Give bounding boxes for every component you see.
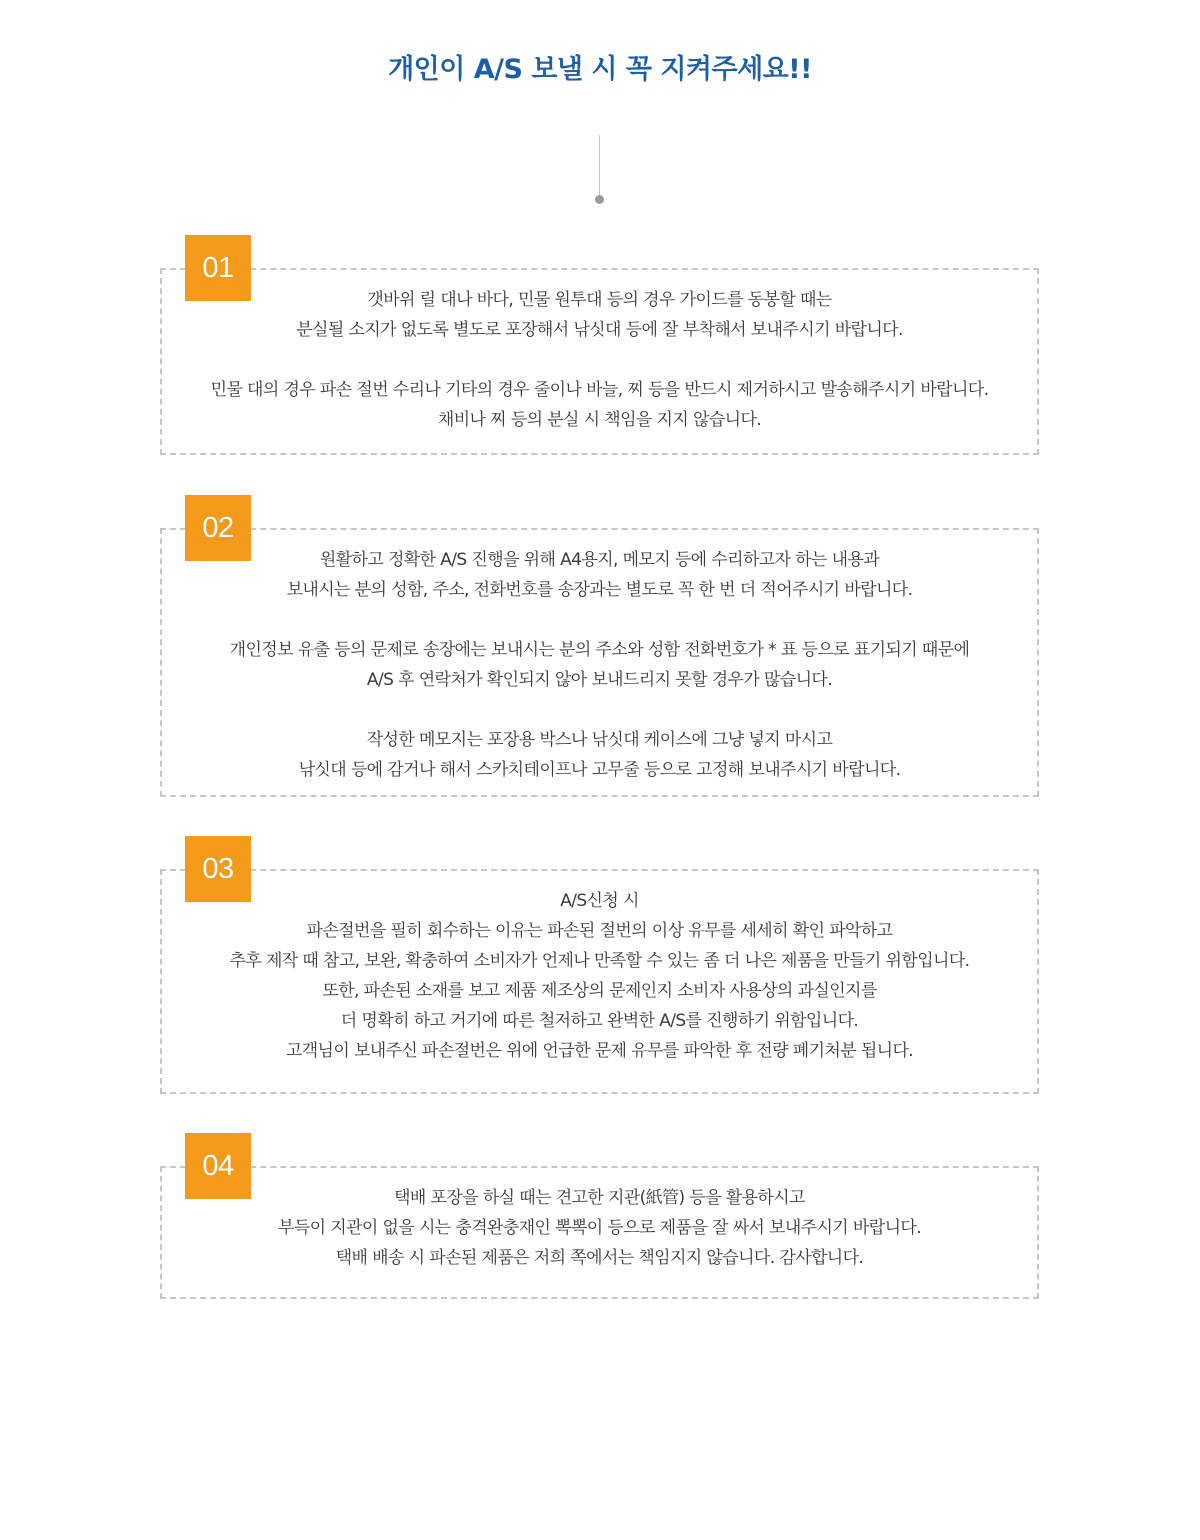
step-text-02 bbox=[160, 545, 1039, 785]
text-line: 부득이 지관이 없을 시는 충격완충재인 뽁뽁이 등으로 제품을 잘 싸서 보내주시기 바랍니다. bbox=[277, 1218, 922, 1238]
text-line: 민물 대의 경우 파손 절번 수리나 기타의 경우 줄이나 바늘, 찌 등을 반드시 제거하시고 발송해주시기 바랍니다. bbox=[210, 380, 989, 400]
text-line: 작성한 메모지는 포장용 박스나 낚싯대 케이스에 그냥 넣지 마시고 bbox=[366, 730, 833, 750]
text-line: 분실될 소지가 없도록 별도로 포장해서 낚싯대 등에 잘 부착해서 보내주시기 바랍니다. bbox=[296, 320, 903, 340]
connector-line bbox=[599, 135, 600, 197]
text-line: 또한, 파손된 소재를 보고 제품 제조상의 문제인지 소비자 사용상의 과실인지를 bbox=[322, 981, 877, 1001]
step-text-01 bbox=[160, 285, 1039, 435]
text-line: 택배 포장을 하실 때는 견고한 지관(紙管) 등을 활용하시고 bbox=[394, 1188, 805, 1208]
text-line: 택배 배송 시 파손된 제품은 저희 쪽에서는 책임지지 않습니다. 감사합니다. bbox=[335, 1248, 864, 1268]
connector-dot bbox=[595, 195, 604, 204]
text-line: 보내시는 분의 성함, 주소, 전화번호를 송장과는 별도로 꼭 한 번 더 적어주시기 바랍니다. bbox=[286, 580, 913, 600]
text-line: 추후 제작 때 참고, 보완, 확충하여 소비자가 언제나 만족할 수 있는 좀 더 나은 제품을 만들기 위함입니다. bbox=[229, 951, 970, 971]
step-text-04 bbox=[160, 1183, 1039, 1273]
step-number-badge: 02 bbox=[185, 495, 251, 561]
text-line: A/S신청 시 bbox=[560, 891, 639, 911]
text-line: 고객님이 보내주신 파손절번은 위에 언급한 문제 유무를 파악한 후 전량 폐기처분 됩니다. bbox=[285, 1041, 914, 1061]
step-number-badge: 01 bbox=[185, 235, 251, 301]
text-line: 더 명확히 하고 거기에 따른 철저하고 완벽한 A/S를 진행하기 위함입니다. bbox=[340, 1011, 859, 1031]
text-line: 파손절번을 필히 회수하는 이유는 파손된 절번의 이상 유무를 세세히 확인 파악하고 bbox=[306, 921, 893, 941]
text-line: 낚싯대 등에 감거나 해서 스카치테이프나 고무줄 등으로 고정해 보내주시기 바랍니다. bbox=[298, 760, 901, 780]
step-number-badge: 04 bbox=[185, 1133, 251, 1199]
page-title: 개인이 A/S 보낼 시 꼭 지켜주세요!! bbox=[388, 54, 812, 85]
text-line: A/S 후 연락처가 확인되지 않아 보내드리지 못할 경우가 많습니다. bbox=[366, 670, 833, 690]
step-number-badge: 03 bbox=[185, 836, 251, 902]
text-line: 채비나 찌 등의 분실 시 책임을 지지 않습니다. bbox=[437, 410, 762, 430]
text-line: 갯바위 릴 대나 바다, 민물 원투대 등의 경우 가이드를 동봉할 때는 bbox=[367, 290, 832, 310]
text-line: 개인정보 유출 등의 문제로 송장에는 보내시는 분의 주소와 성함 전화번호가 * 표 등으로 표기되기 때문에 bbox=[229, 640, 970, 660]
step-text-03 bbox=[160, 886, 1039, 1066]
text-line: 원활하고 정확한 A/S 진행을 위해 A4용지, 메모지 등에 수리하고자 하는 내용과 bbox=[319, 550, 880, 570]
